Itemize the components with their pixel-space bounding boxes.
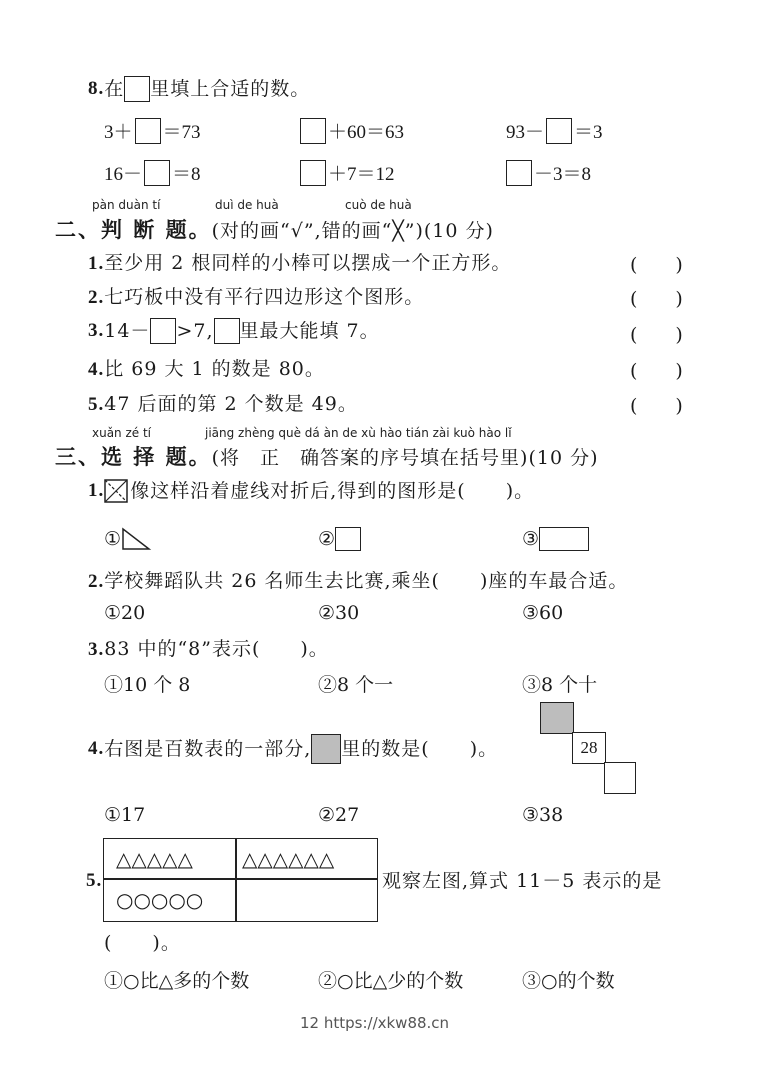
choice-q3 [88,636,329,663]
q8-text-before: 在 [104,78,125,100]
answer-box[interactable] [300,118,326,144]
judge-item-text: 47 后面的第 2 个数是 49。 [104,393,358,415]
judge-answer-paren[interactable]: ( ) [630,395,683,417]
section3-heading [55,441,599,471]
option-label: ② [318,528,336,550]
q8-eq-2-3-right: －3＝8 [534,164,592,185]
q8-eq-2-1 [104,159,201,186]
folded-square-icon [104,479,128,503]
table-divider-v [235,839,237,921]
page-footer: 12 https://xkw88.cn [300,1014,450,1032]
hundred-chart-shaded-cell [540,702,574,734]
choice-q3-option-3[interactable]: ③8 个十 [522,674,598,696]
q8-prompt [88,76,310,102]
choice-q1 [88,478,534,504]
judge-item-number: 5. [88,394,105,415]
choice-q4-text-a: 右图是百数表的一部分, [104,738,312,760]
choice-q2-text: 学校舞蹈队共 26 名师生去比赛,乘坐( )座的车最合适。 [104,570,629,592]
section2-title: 判 断 题 [101,217,189,242]
choice-q1-option-2[interactable] [318,527,361,551]
q8-eq-1-3-left: 93－ [506,122,545,143]
choice-q2-option-2[interactable]: ②30 [318,602,360,624]
choice-q4-option-1[interactable]: ①17 [104,804,146,826]
q8-eq-1-2 [300,117,404,144]
hundred-chart-cell-28 [572,732,606,764]
section2-heading [55,214,494,244]
choice-q4-number: 4. [88,738,105,759]
choice-q2-option-1[interactable]: ①20 [104,602,146,624]
section2-pinyin-1: pàn duàn tí [92,198,161,212]
grid-number: 28 [580,738,598,757]
q8-eq-1-3 [506,117,603,144]
q8-eq-1-1-right: ＝73 [162,122,201,143]
right-triangle-icon [121,527,153,551]
judge-item-3 [88,318,380,344]
judge-answer-paren[interactable]: ( ) [630,360,683,382]
section3-title-tail: 。 [188,444,212,469]
judge-item-5 [88,391,358,418]
q8-eq-2-3 [506,159,591,186]
answer-box [150,318,176,344]
choice-q5-text: 观察左图,算式 11－5 表示的是 [382,870,663,892]
choice-q1-text: 像这样沿着虚线对折后,得到的图形是( )。 [130,480,535,502]
judge-item-text: 至少用 2 根同样的小棒可以摆成一个正方形。 [104,252,512,274]
answer-box[interactable] [300,160,326,186]
choice-q5-option-3[interactable]: ③○的个数 [522,970,615,992]
judge-item-number: 3. [88,320,105,341]
section3-prefix: 三、 [55,444,101,469]
choice-q5-option-2[interactable]: ②○比△少的个数 [318,970,464,992]
triangles-right: △△△△△△ [242,847,335,871]
shape-table [103,838,378,922]
answer-box[interactable] [135,118,161,144]
q8-eq-1-1-left: 3＋ [104,122,133,143]
choice-q4-option-3[interactable]: ③38 [522,804,564,826]
q8-eq-2-1-right: ＝8 [172,164,201,185]
judge-answer-paren[interactable]: ( ) [630,324,683,346]
q8-number: 8. [88,78,105,99]
judge-item-text: 七巧板中没有平行四边形这个图形。 [104,286,425,308]
q8-eq-2-1-left: 16－ [104,164,143,185]
choice-q3-option-2[interactable]: ②8 个一 [318,674,394,696]
choice-q2-number: 2. [88,571,105,592]
choice-q1-option-1[interactable] [104,527,153,551]
judge-item-number: 2. [88,287,105,308]
q8-text-after: 里填上合适的数。 [150,78,311,100]
section2-pinyin-2: duì de huà [215,198,279,212]
section3-pinyin-b: jiāng zhèng què dá àn de xù hào tián zài kuò hào lǐ [205,426,512,440]
choice-q3-number: 3. [88,639,105,660]
q8-eq-1-1 [104,117,201,144]
section2-title-tail: 。 [188,217,212,242]
rectangle-icon [539,527,589,551]
q8-eq-2-2-right: ＋7＝12 [328,164,395,185]
section2-prefix: 二、 [55,217,101,242]
section2-instruction: (对的画“√”,错的画“╳”)(10 分) [211,220,494,242]
judge-item-2 [88,284,424,311]
judge-item-text: 比 69 大 1 的数是 80。 [104,358,325,380]
judge-item-text-a: 14－ [104,320,151,342]
judge-item-1 [88,250,511,277]
option-label: ① [104,528,122,550]
table-divider-h [104,878,377,880]
choice-q5-answer[interactable]: ( )。 [104,932,181,954]
answer-box[interactable] [144,160,170,186]
choice-q2-option-3[interactable]: ③60 [522,602,564,624]
judge-item-number: 4. [88,359,105,380]
judge-item-text-b: >7, [176,320,214,342]
section3-title: 选 择 题 [101,444,189,469]
choice-q3-text: 83 中的“8”表示( )。 [104,638,329,660]
answer-box[interactable] [506,160,532,186]
judge-item-text-c: 里最大能填 7。 [239,320,380,342]
triangles-left: △△△△△ [116,847,193,871]
choice-q1-option-3[interactable] [522,527,589,551]
judge-answer-paren[interactable]: ( ) [630,288,683,310]
q8-example-box [124,76,150,102]
shaded-box [311,734,341,764]
choice-q3-option-1[interactable]: ①10 个 8 [104,674,191,696]
section2-pinyin-3: cuò de huà [345,198,412,212]
q8-eq-1-3-right: ＝3 [574,122,603,143]
choice-q5-number: 5. [86,870,103,891]
q8-eq-1-2-right: ＋60＝63 [328,122,405,143]
answer-box [214,318,240,344]
judge-item-number: 1. [88,253,105,274]
section3-instruction: (将 正 确答案的序号填在括号里)(10 分) [211,447,599,469]
q8-eq-2-2 [300,159,395,186]
choice-q4-text-b: 里的数是( )。 [341,738,499,760]
choice-q4 [88,734,498,764]
choice-q1-number: 1. [88,480,105,501]
hundred-chart-empty-cell [604,762,636,794]
circles-row: ○○○○○ [116,888,204,912]
choice-q5-option-1[interactable]: ①○比△多的个数 [104,970,250,992]
section3-pinyin-a: xuǎn zé tí [92,426,152,440]
judge-answer-paren[interactable]: ( ) [630,254,683,276]
square-icon [335,527,361,551]
answer-box[interactable] [546,118,572,144]
choice-q4-option-2[interactable]: ②27 [318,804,360,826]
option-label: ③ [522,528,540,550]
judge-item-4 [88,356,325,383]
choice-q2 [88,568,628,595]
